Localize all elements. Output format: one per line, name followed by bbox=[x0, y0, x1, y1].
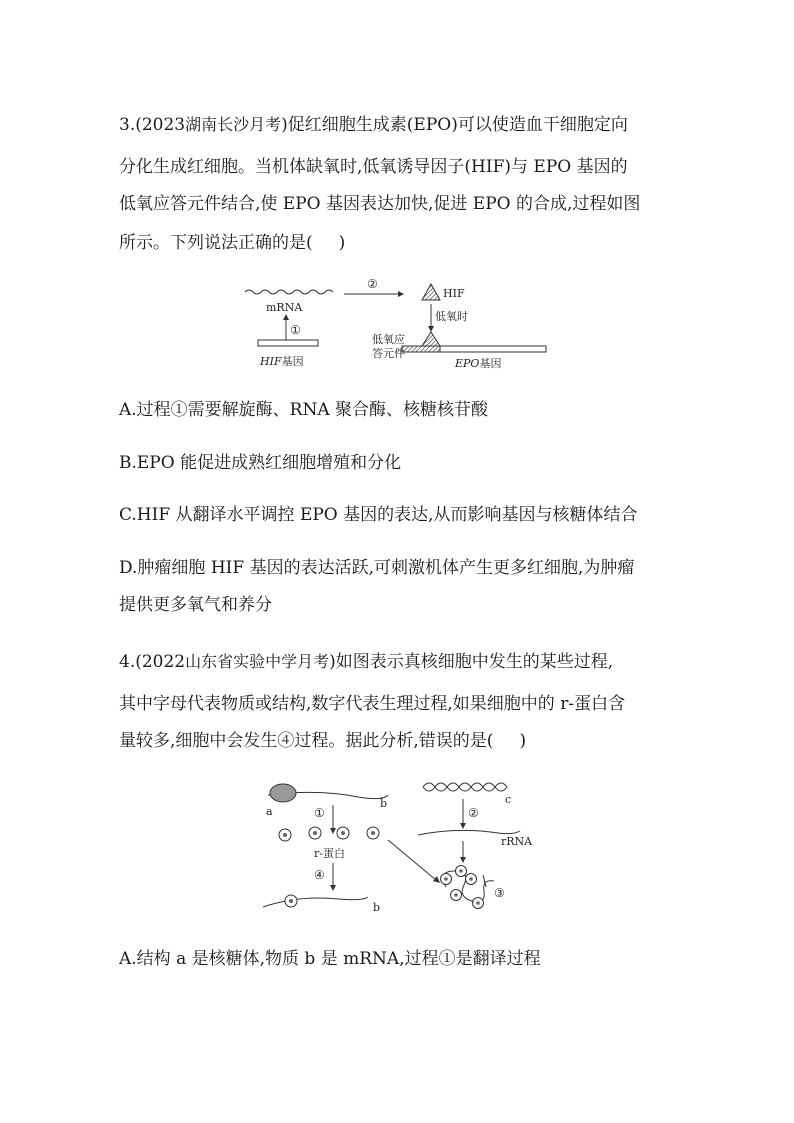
label-c: c bbox=[505, 793, 512, 806]
q4-stem-close: ) bbox=[519, 731, 527, 751]
arrow-down-icon bbox=[460, 823, 466, 829]
rrna-label: rRNA bbox=[501, 835, 533, 848]
hif-protein-icon bbox=[422, 284, 440, 300]
arrow-down-icon bbox=[330, 885, 336, 891]
mrna-label: mRNA bbox=[266, 301, 303, 314]
step1-label: ① bbox=[290, 323, 301, 337]
q4-stem-line-3 bbox=[119, 729, 526, 753]
response-element bbox=[402, 346, 440, 352]
response-element-label-1: 低氧应 bbox=[372, 333, 405, 346]
q3-stem-part: )促红细胞生成素(EPO)可以使造血干细胞定向 bbox=[281, 115, 628, 135]
q3-option-b: B.EPO 能促进成熟红细胞增殖和分化 bbox=[119, 453, 402, 473]
epo-gene-label: EPO基因 bbox=[455, 357, 502, 370]
step1-label: ① bbox=[314, 806, 325, 820]
mrna-strand-bottom bbox=[263, 897, 368, 907]
arrow-right-icon bbox=[398, 291, 404, 297]
q3-stem-line-2: 分化生成红细胞。当机体缺氧时,低氧诱导因子(HIF)与 EPO 基因的 bbox=[119, 157, 628, 177]
hif-gene-bar bbox=[258, 340, 318, 346]
arrow-down-icon bbox=[330, 828, 336, 834]
epo-gene-bar bbox=[440, 346, 546, 352]
q4-option-a: A.结构 a 是核糖体,物质 b 是 mRNA,过程①是翻译过程 bbox=[119, 949, 541, 969]
q3-figure bbox=[230, 270, 560, 380]
arrow-diagonal-icon bbox=[433, 876, 440, 883]
ribosome-icon bbox=[270, 784, 296, 802]
q4-source: 山东省实验中学月考 bbox=[185, 652, 330, 671]
q4-stem-line-1 bbox=[119, 650, 613, 674]
q4-stem-part: )如图表示真核细胞中发生的某些过程, bbox=[329, 652, 614, 672]
hif-bound-icon bbox=[422, 332, 440, 346]
mrna-wave bbox=[245, 290, 333, 294]
arrow-up-icon bbox=[283, 314, 289, 320]
r-protein-label: r-蛋白 bbox=[314, 847, 345, 860]
step2-label: ② bbox=[468, 806, 479, 820]
dna-strand-2 bbox=[423, 783, 507, 791]
q4-number: 4.(2022 bbox=[119, 652, 186, 672]
step4-label: ④ bbox=[314, 868, 325, 882]
r-protein-row bbox=[279, 827, 379, 841]
q3-number: 3.(2023 bbox=[119, 115, 186, 135]
q4-stem-text: 量较多,细胞中会发生④过程。据此分析,错误的是( bbox=[119, 731, 494, 751]
q3-option-d-line-2: 提供更多氧气和养分 bbox=[119, 595, 272, 615]
q3-option-a: A.过程①需要解旋酶、RNA 聚合酶、核糖核苷酸 bbox=[119, 400, 489, 420]
hif-gene-label: HIF基因 bbox=[260, 355, 304, 368]
q3-source: 湖南长沙月考 bbox=[185, 115, 282, 134]
q4-stem-line-2: 其中字母代表物质或结构,数字代表生理过程,如果细胞中的 r-蛋白含 bbox=[119, 694, 626, 714]
q3-stem-line-3: 低氧应答元件结合,使 EPO 基因表达加快,促进 EPO 的合成,过程如图 bbox=[119, 194, 641, 214]
label-b-top: b bbox=[380, 797, 388, 810]
q3-stem-line-1 bbox=[119, 113, 628, 137]
low-oxygen-label: 低氧时 bbox=[435, 310, 468, 323]
label-b-bottom: b bbox=[373, 901, 381, 914]
response-element-label-2: 答元件 bbox=[372, 347, 405, 360]
step3-label: ③ bbox=[494, 886, 505, 900]
label-a: a bbox=[266, 805, 273, 818]
q3-stem-line-4 bbox=[119, 231, 345, 255]
hif-label: HIF bbox=[443, 287, 465, 300]
q3-stem-text: 所示。下列说法正确的是( bbox=[119, 233, 313, 253]
q3-option-d-line-1: D.肿瘤细胞 HIF 基因的表达活跃,可刺激机体产生更多红细胞,为肿瘤 bbox=[119, 558, 635, 578]
q3-option-c: C.HIF 从翻译水平调控 EPO 基因的表达,从而影响基因与核糖体结合 bbox=[119, 505, 638, 525]
q3-stem-close: ) bbox=[338, 233, 346, 253]
q4-figure bbox=[258, 775, 548, 920]
step2-label: ② bbox=[367, 277, 378, 291]
arrow-down-icon bbox=[460, 857, 466, 863]
